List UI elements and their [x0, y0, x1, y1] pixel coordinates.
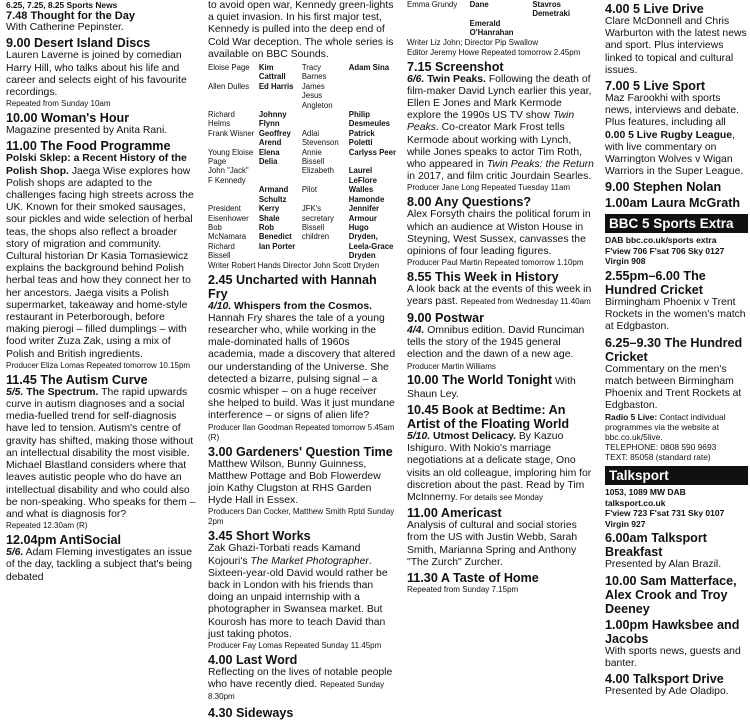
- uncharted-episode-num: 4/10.: [208, 300, 232, 312]
- postwar-desc: [407, 325, 595, 374]
- americast-desc: Analysis of cultural and social stories from the US with Justin Webb, Sarah Smith, Marianna Spring and Anthony "The Zurch" Zurcher.: [407, 520, 578, 568]
- archers-cast-entry: [532, 19, 595, 38]
- uncharted-episode-title: Whispers from the Cosmos.: [231, 300, 372, 312]
- cast-role: Adlai Stevenson: [301, 128, 339, 148]
- last-word-text: Reflecting on the lives of notable people who have recently died.: [208, 667, 393, 691]
- hawksbee-jacobs-desc: With sports news, guests and banter.: [605, 645, 741, 669]
- cast-actor: Laurel LeFlore: [348, 166, 377, 185]
- gardeners-title: 3.00 Gardeners' Question Time: [208, 444, 393, 459]
- food-programme-desc: [6, 153, 196, 360]
- cast-role: Elizabeth: [301, 166, 334, 176]
- talksport-frequencies: F'view 723 F'sat 731 Sky 0107 Virgin 927: [605, 508, 725, 529]
- radio-5-live-text: Contact individual programmes via the website at bbc.co.uk/5live.: [605, 412, 726, 443]
- postwar-text: Omnibus edition. David Runciman tells the story of the 1945 general election and the dawn of a new age.: [407, 324, 585, 361]
- sideways-title: 4.30 Sideways: [208, 705, 294, 720]
- talksport-breakfast-title: 6.00am Talksport Breakfast: [605, 531, 707, 560]
- cast-actor: Ian Porter: [258, 241, 296, 251]
- cast-actor: Geoffrey Arend: [258, 128, 291, 148]
- uncharted-repeat: Producer Ilan Goodman Repeated tomorrow 5.45am (R): [208, 422, 395, 442]
- hundred-cricket-women-desc: Birmingham Phoenix v Trent Rockets in the women's match at Edgbaston.: [605, 296, 746, 333]
- screenshot-repeat: Producer Jane Long Repeated Tuesday 11am: [407, 183, 571, 193]
- americast-title: 11.00 Americast: [407, 506, 502, 521]
- bedtime-details: For details see Monday: [457, 492, 543, 502]
- thought-title: 7.48 Thought for the Day: [6, 10, 135, 22]
- bedtime-reader: Read by Tim McInnerny.: [407, 479, 585, 503]
- desert-island-desc: Lauren Laverne is joined by comedian Harry Hill, who talks about his life and career and selects eight of his favourite recordings.: [6, 50, 187, 99]
- book-at-bedtime-desc: [407, 431, 595, 504]
- cast-actor: Leela-Grace Dryden: [348, 241, 394, 261]
- cast-credit: Writer Robert Hands Director John Scott Dryden: [208, 260, 380, 270]
- cast-role: Eloise Page: [208, 63, 250, 73]
- desert-island-title: 9.00 Desert Island Discs: [6, 36, 151, 51]
- screenshot-title: 7.15 Screenshot: [407, 59, 504, 74]
- cast-role: Bob McNamara: [208, 222, 247, 242]
- screenshot-desc: [407, 74, 595, 184]
- desert-island-repeat: Repeated from Sunday 10am: [6, 99, 111, 109]
- world-tonight-title: 10.00 The World Tonight: [407, 373, 553, 388]
- this-week-repeat: Repeated from Wednesday 11.40am: [460, 297, 591, 307]
- gardeners-repeat: Producers Dan Cocker, Matthew Smith Rptd Sunday 2pm: [208, 507, 395, 527]
- live-sport-desc: [605, 93, 748, 178]
- live-sport-desc-c: , with live commentary on Warrington Wolves v Wigan Warriors in the Super League.: [605, 129, 744, 178]
- cast-actor: Elena Delia: [258, 147, 280, 167]
- cast-actor: Rob Benedict: [258, 222, 292, 242]
- radio-5-live-text-number: TEXT: 85058 (standard rate): [605, 452, 711, 463]
- hawksbee-jacobs-title: 1.00pm Hawksbee and Jacobs: [605, 617, 740, 646]
- short-works-desc-b: . Sixteen-year-old David would rather be back in London with his friends than doing an unpaid internship with a photographer in Swansea market. But Kourosh has more to teach David than just taking photos.: [208, 555, 388, 640]
- archers-cast-entry: Dane: [469, 0, 489, 9]
- uncharted-episode-desc: Hannah Fry shares the tale of a young researcher who, while working in the male-dominated halls of 1960s academia, made a discovery that altered our understanding of the Universe. She detected a bizarre, pulsing signal – a cosmic whisper – on a huge receiver she helped to build. Was it just mundane interference – or signs of alien life?: [208, 312, 396, 422]
- sports-news-times: 6.25, 7.25, 8.25 Sports News: [6, 0, 118, 10]
- autism-curve-repeat: Repeated 12.30am (R): [6, 521, 88, 531]
- radio-5-live-phone: TELEPHONE: 0808 590 9693: [605, 442, 717, 453]
- screenshot-episode-title: Twin Peaks.: [424, 73, 486, 85]
- antisocial-desc: [6, 547, 196, 584]
- cast-actor: Armand Schultz: [258, 185, 289, 204]
- bedtime-text: By Kazuo Ishiguro. With Nokio's marriage negotiations at a delicate stage, Ono visits an old colleague, imploring him for discretion about the past.: [407, 430, 592, 491]
- radio-5-live-contact: [605, 412, 748, 442]
- archers-cast-entry: Emerald O'Hanrahan: [469, 18, 514, 38]
- cast-role: President Eisenhower: [208, 204, 249, 223]
- cast-role: Richard Helms: [208, 110, 235, 129]
- short-works-title: 3.45 Short Works: [208, 529, 311, 544]
- screenshot-desc-a: Following the death of film-maker David Lynch earlier this year, Ellen E Jones and Mark Kermode explore the 1990s US TV show: [407, 73, 592, 122]
- this-week-text: A look back at the events of this week in years past.: [407, 284, 592, 308]
- food-episode-desc: Jaega Wise explores how Polish shops are adapted to the challenges facing high streets across the UK. Known for their smoked sausages, sour pickles and wide selection of herbal teas, the shops also reflect a broader story of migration and community. Cultural historian Dr Kasia Tomasiewicz explains the background behind Polish herbal teas and how they connect her to her ancestors. Jaega visits a Polish supermarket, takeaway and home-style restaurant in Peterborough, before making pierogi – filled dumplings – with food writer Zuza Zak, using a mix of Polish and British ingredients.: [6, 165, 194, 360]
- screenshot-desc-b: . Co-creator Mark Frost tells Kermode about working with Lynch, while Jones speaks to actor Tim Roth, who appeared in: [407, 122, 582, 171]
- cast-actor: Carlyss Peer: [348, 147, 396, 157]
- cast-actor: [259, 166, 298, 185]
- bedtime-episode-title: Utmost Delicacy.: [430, 430, 516, 442]
- matterface-title: 10.00 Sam Matterface, Alex Crook and Troy Deeney: [605, 573, 737, 616]
- sports-extra-dab: DAB bbc.co.uk/sports extra: [605, 235, 717, 246]
- bedtime-episode-num: 5/10.: [407, 430, 431, 442]
- sports-extra-channel-header: BBC 5 Sports Extra: [605, 214, 748, 233]
- talksport-mw: 1053, 1089 MW DAB talksport.co.uk: [605, 487, 686, 508]
- womans-hour-title: 10.00 Woman's Hour: [6, 111, 130, 126]
- taste-of-home-repeat: Repeated from Sunday 7.15pm: [407, 584, 519, 594]
- womans-hour-desc: Magazine presented by Anita Rani.: [6, 125, 168, 137]
- sports-extra-frequencies: F'view 706 F'sat 706 Sky 0127 Virgin 908: [605, 245, 725, 267]
- talksport-breakfast-desc: Presented by Alan Brazil.: [605, 559, 722, 571]
- cast-actor: Kim Cattrall: [258, 63, 286, 82]
- food-programme-repeat: Producer Eliza Lomas Repeated tomorrow 10.15pm: [6, 360, 191, 370]
- cast-role: [302, 110, 345, 129]
- cast-actor: Walles Hamonde: [348, 185, 385, 204]
- laura-mcgrath-title: 1.00am Laura McGrath: [605, 196, 741, 211]
- world-tonight-desc: With Shaun Ley.: [407, 376, 576, 400]
- cast-role: Allen Dulles: [208, 81, 250, 91]
- this-week-desc: [407, 284, 595, 308]
- any-questions-title: 8.00 Any Questions?: [407, 195, 532, 210]
- archers-editor: Editor Jeremy Howe Repeated tomorrow 2.45pm: [407, 47, 581, 57]
- cast-role: [302, 242, 345, 261]
- cast-role: Pilot: [301, 185, 317, 195]
- any-questions-desc: Alex Forsyth chairs the political forum in which an audience at Wiston House in Steyning, West Sussex, canvasses the opinions of four leading figures.: [407, 209, 591, 258]
- short-works-book: The Market Photographer: [250, 555, 369, 567]
- cast-role: JFK's secretary: [301, 204, 334, 223]
- listings-column-4: [605, 0, 748, 697]
- screenshot-desc-c: in 2017, and film critic Jourdain Searles.: [407, 171, 592, 183]
- cast-actor: Adam Sina: [348, 63, 390, 73]
- autism-episode-desc: The rapid upwards curve in autism diagnoses and a social media-fuelled trend for self-diagnosis have led to tension. Autism's centre of gravity has shifted, making those without an intellectual disability the most visible. Michael Blastland considers where that leaves autistic people who do have an intellectual disability and who could also be non-speaking. Who speaks for them – and what is diagnosis for?: [6, 386, 196, 520]
- postwar-episode-num: 4/4.: [407, 324, 425, 336]
- antisocial-episode-num: 5/6.: [6, 547, 24, 559]
- cast-actor: Philip Desmeules: [348, 110, 390, 129]
- hundred-cricket-men-desc: Commentary on the men's match between Birmingham Phoenix and Trent Rockets at Edgbaston.: [605, 363, 742, 412]
- food-programme-title: 11.00 The Food Programme: [6, 139, 171, 154]
- screenshot-episode-num: 6/6.: [407, 73, 425, 85]
- archers-cast: [407, 0, 595, 38]
- screenshot-show-return: Twin Peaks: the Return: [486, 159, 594, 171]
- postwar-producer: Producer Martin Williams: [407, 362, 496, 372]
- live-sport-desc-a: Maz Farookhi with sports news, interviews and debate. Plus features, including all: [605, 93, 740, 129]
- food-episode-title: Polski Sklep: a Recent History of the Polish Shop.: [6, 153, 187, 177]
- short-works-desc-a: Zak Ghazi-Torbati reads Kamand Kojouri's: [208, 543, 361, 567]
- short-works-desc: [208, 543, 396, 641]
- thought-desc: With Catherine Pepinster.: [6, 22, 124, 34]
- listings-column-2: [208, 0, 396, 720]
- cast-role: [208, 185, 255, 204]
- autism-curve-desc: [6, 387, 196, 521]
- autism-curve-title: 11.45 The Autism Curve: [6, 372, 148, 387]
- live-drive-title: 4.00 5 Live Drive: [605, 2, 704, 16]
- antisocial-episode-desc: Adam Fleming investigates an issue of the day, tackling a subject that's being debated: [6, 547, 193, 583]
- book-at-bedtime-title: 10.45 Book at Bedtime: An Artist of the Floating World: [407, 402, 570, 431]
- cast-role: Richard Bissell: [208, 241, 235, 261]
- last-word-repeat: Repeated Sunday 8.30pm: [208, 680, 385, 702]
- cast-role: Annie Bissell: [301, 147, 325, 167]
- cast-role: James Jesus Angleton: [301, 81, 333, 110]
- cast-actor: [349, 82, 396, 110]
- drama-intro: to avoid open war, Kennedy green-lights a quiet invasion. In his first major test, Kennedy is pulled into the deep end of Cold War deception. The whole series is available on BBC Sounds.: [208, 0, 394, 60]
- archers-cast-entry: [407, 19, 470, 38]
- stephen-nolan-title: 9.00 Stephen Nolan: [605, 180, 722, 195]
- archers-credit: Writer Liz John; Director Pip Swallow: [407, 37, 539, 47]
- talksport-drive-desc: Presented by Ade Oladipo.: [605, 685, 729, 697]
- hundred-cricket-women-title: 2.55pm–6.00 The Hundred Cricket: [605, 268, 706, 297]
- archers-cast-entry: Stavros Demetraki: [532, 0, 571, 19]
- cast-actor: Patrick Poletti: [348, 128, 375, 148]
- postwar-title: 9.00 Postwar: [407, 310, 485, 325]
- cast-list: [208, 63, 396, 261]
- antisocial-title: 12.04pm AntiSocial: [6, 533, 122, 548]
- uncharted-desc: [208, 301, 396, 423]
- radio-5-live-label: Radio 5 Live:: [605, 412, 658, 423]
- world-tonight: [407, 373, 595, 400]
- cast-actor: Ed Harris: [258, 81, 294, 91]
- this-week-title: 8.55 This Week in History: [407, 270, 559, 285]
- talksport-drive-title: 4.00 Talksport Drive: [605, 671, 724, 686]
- short-works-repeat: Producer Fay Lomas Repeated Sunday 11.45pm: [208, 641, 382, 651]
- cast-actor: Johnny Flynn: [258, 110, 287, 129]
- autism-episode-num: 5/5.: [6, 386, 24, 398]
- talksport-channel-header: Talksport: [605, 466, 748, 485]
- autism-episode-title: The Spectrum.: [23, 386, 99, 398]
- cast-actor: Kerry Shale: [258, 204, 280, 223]
- gardeners-desc: Matthew Wilson, Bunny Guinness, Matthew Pottage and Bob Flowerdew join Kathy Clugston at RHS Garden Hyde Hall in Essex.: [208, 458, 381, 507]
- cast-role: Frank Wisner: [208, 128, 255, 138]
- last-word-desc: [208, 667, 396, 704]
- last-word-title: 4.00 Last Word: [208, 653, 298, 668]
- hundred-cricket-men-title: 6.25–9.30 The Hundred Cricket: [605, 335, 743, 364]
- cast-role: Bissell children: [301, 222, 330, 242]
- cast-role: Young Eloise Page: [208, 147, 254, 167]
- any-questions-repeat: Producer Paul Martin Repeated tomorrow 1.10pm: [407, 258, 584, 268]
- taste-of-home-title: 11.30 A Taste of Home: [407, 570, 539, 585]
- screenshot-show-name: Twin Peaks: [407, 110, 575, 134]
- live-sport-rugby: 0.00 5 Live Rugby League: [605, 129, 733, 141]
- listings-column-3: [407, 0, 595, 594]
- live-drive-desc: Clare McDonnell and Chris Warburton with the latest news and sport. Plus interviews linked to topical and cultural issues.: [605, 16, 747, 76]
- uncharted-title: 2.45 Uncharted with Hannah Fry: [208, 272, 377, 301]
- cast-actor: Hugo Dryden,: [348, 222, 378, 242]
- live-sport-title: 7.00 5 Live Sport: [605, 79, 706, 94]
- cast-role: John "Jack" F Kennedy: [208, 166, 249, 185]
- archers-cast-entry: Emma Grundy: [407, 0, 458, 9]
- listings-column-1: [6, 0, 196, 583]
- cast-role: Tracy Barnes: [301, 63, 327, 82]
- cast-actor: Jennifer Armour: [348, 204, 380, 223]
